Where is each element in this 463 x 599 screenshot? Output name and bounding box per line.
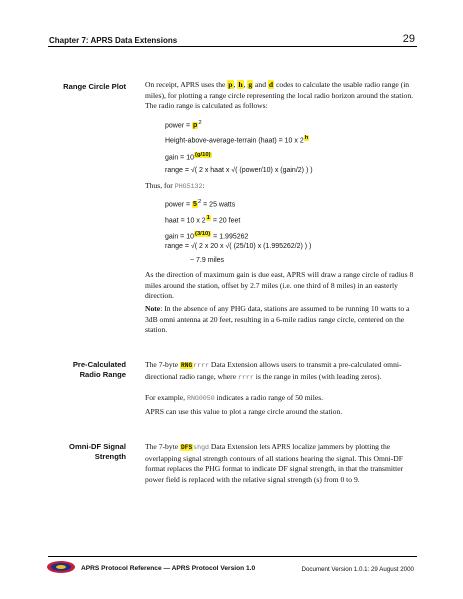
page-number: 29 <box>402 33 415 45</box>
example-haat: haat = 10 x $2^1 = 20$ feet <box>165 215 241 225</box>
side-label-pre-calculated: Pre-Calculated Radio Range <box>72 360 126 379</box>
formula-haat: Height-above-average-terrain (haat) = 10 x 2$^h$ <box>165 135 309 145</box>
example-power: power = $5^2 = 25$ watts <box>165 199 236 209</box>
aprs-logo-icon <box>46 560 76 574</box>
example-result: ~ 7.9 miles <box>190 257 225 264</box>
example-gain: gain = $10^{(3/10)} = 1.995262$ <box>165 231 249 241</box>
footer-version: Document Version 1.0.1: 29 August 2000 <box>301 566 414 573</box>
header-rule <box>48 46 417 47</box>
omni-df-paragraph: The 7-byte DFSshgd Data Extension lets APRS localize jammers by plotting the overlapping signal strength contours of all stations hearing the signal. This Omni-DF format replaces the PHG format to indicate DF signal strength, in that the transmitter power field is replaced with the relative signal strength (s) from 0 to 9. <box>145 442 404 484</box>
side-label-omni-df: Omni-DF Signal Strength <box>69 442 126 461</box>
note-paragraph: Note: In the absence of any PHG data, stations are assumed to be running 10 watts to a 3dB omni antenna at 20 feet, resulting in a 6-mile radius range circle, centered on the station. <box>145 304 410 334</box>
side-label-range-circle: Range Circle Plot <box>63 82 126 91</box>
formula-gain: gain = $10^{(g/10)}$ <box>165 152 211 162</box>
chapter-title: Chapter 7: APRS Data Extensions <box>49 36 178 45</box>
example-range: range = √( 2 x 20 x √( (25/10) x (1.995262/2) ) ) <box>165 243 312 250</box>
footer-rule <box>48 556 417 557</box>
direction-paragraph: As the direction of maximum gain is due east, APRS will draw a range circle of radius 8 miles around the station, offset by 2.7 miles (i.e. one third of 8 miles) in an easterly direction. <box>145 270 414 300</box>
thus-line: Thus, for PHG5132: <box>145 181 205 190</box>
pre-calc-final: APRS can use this value to plot a range circle around the station. <box>145 407 343 416</box>
formula-range: range = √( 2 x haat x √( (power/10) x (gain/2) ) ) <box>165 167 313 174</box>
footer-title: APRS Protocol Reference — APRS Protocol Version 1.0 <box>81 565 256 572</box>
pre-calc-example: For example, RNG0050 indicates a radio range of 50 miles. <box>145 393 324 402</box>
formula-power: power = $p^2$ <box>165 120 202 130</box>
pre-calc-paragraph: The 7-byte RNGrrrr Data Extension allows users to transmit a pre-calculated omni-directional radio range, where rrrr is the range in miles (with leading zeros). <box>145 360 402 381</box>
range-intro: On receipt, APRS uses the p, h, g and d codes to calculate the usable radio range (in miles), for plotting a range circle representing the local radio horizon around the station. The radio range is calculated as follows: <box>145 80 414 110</box>
